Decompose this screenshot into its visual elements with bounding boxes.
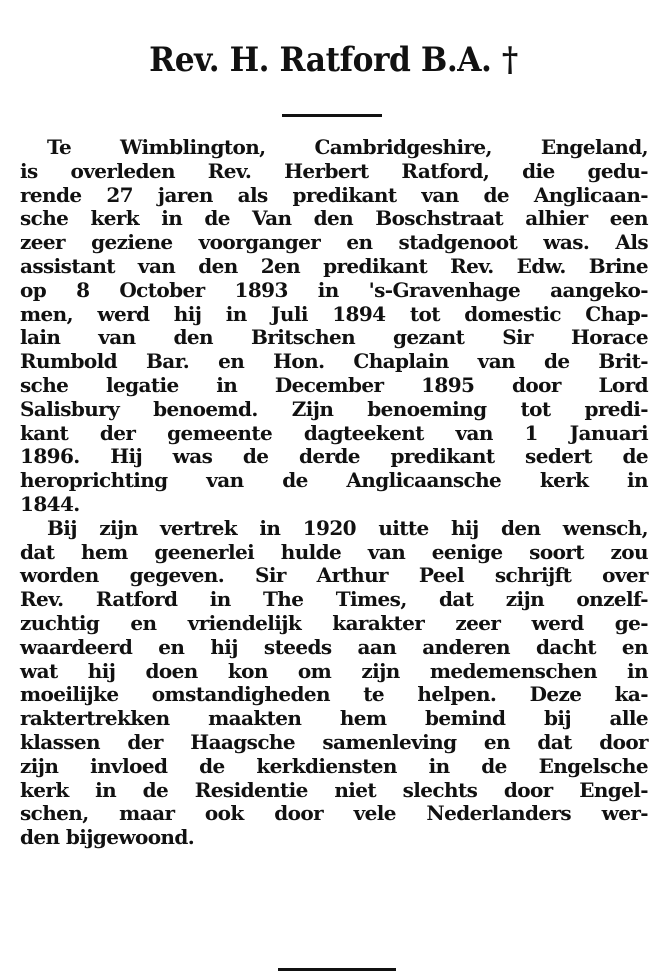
article-line	[20, 731, 648, 755]
article-line	[20, 779, 648, 803]
article-line-text: heroprichting van de Anglicaansche kerk in	[20, 468, 648, 493]
article-line-text: waardeerd en hij steeds aan anderen dacht en	[20, 634, 648, 659]
article-line	[20, 636, 648, 660]
article-line	[20, 445, 648, 469]
article-line-text: kant der gemeente dagteekent van 1 Januari	[20, 420, 648, 445]
article-line	[20, 802, 648, 826]
article-line	[20, 255, 648, 279]
article-line	[20, 326, 648, 350]
article-line-text: sche kerk in de Van den Boschstraat alhier een	[20, 206, 648, 231]
article-line-text: Bij zijn vertrek in 1920 uitte hij den wensch,	[47, 515, 648, 540]
article-line-text: 1896. Hij was de derde predikant sedert de	[20, 444, 648, 469]
article-line-text: wat hij doen kon om zijn medemenschen in	[20, 658, 648, 683]
article-line	[20, 469, 648, 493]
article-line	[20, 541, 648, 565]
article-line-text: moeilijke omstandigheden te helpen. Deze ka-	[20, 682, 648, 707]
article-line-text: Salisbury benoemd. Zijn benoeming tot predi-	[20, 396, 648, 421]
article-line-text: dat hem geenerlei hulde van eenige soort zou	[20, 539, 648, 564]
article-line-text: zuchtig en vriendelijk karakter zeer werd ge-	[20, 610, 648, 635]
article-body	[20, 136, 648, 850]
article-line-text: den bijgewoond.	[20, 825, 195, 850]
article-line-text: is overleden Rev. Herbert Ratford, die gedu-	[20, 158, 648, 183]
article-line-text: Rev. Ratford in The Times, dat zijn onzelf-	[20, 587, 648, 612]
article-line-text: op 8 October 1893 in 's-Gravenhage aangeko-	[20, 277, 648, 302]
article-line	[20, 279, 648, 303]
title-divider	[282, 114, 382, 117]
article-line	[20, 422, 648, 446]
article-line	[20, 160, 648, 184]
article-line-text: zijn invloed de kerkdiensten in de Engelsche	[20, 753, 648, 778]
article-line-text: assistant van den 2en predikant Rev. Edw. Brine	[20, 253, 648, 278]
article-line	[20, 231, 648, 255]
article-line	[20, 612, 648, 636]
article-line	[20, 564, 648, 588]
end-divider	[278, 968, 396, 971]
article-line	[20, 303, 648, 327]
article-line-text: worden gegeven. Sir Arthur Peel schrijft over	[20, 563, 648, 588]
article-line	[20, 350, 648, 374]
article-line-text: klassen der Haagsche samenleving en dat door	[20, 729, 648, 754]
article-line-text: zeer geziene voorganger en stadgenoot was. Als	[20, 230, 648, 255]
article-line	[20, 755, 648, 779]
article-line	[20, 517, 648, 541]
article-line	[20, 588, 648, 612]
article-line-text: Rumbold Bar. en Hon. Chaplain van de Brit-	[20, 349, 648, 374]
article-line	[20, 707, 648, 731]
article-line-text: Te Wimblington, Cambridgeshire, Engeland,	[47, 135, 648, 159]
article-line-text: rende 27 jaren als predikant van de Anglicaan-	[20, 182, 648, 207]
article-title: Rev. H. Ratford B.A. †	[149, 40, 518, 80]
article-line-text: lain van den Britschen gezant Sir Horace	[20, 325, 648, 350]
article-line-text: raktertrekken maakten hem bemind bij alle	[20, 706, 648, 731]
article-line	[20, 683, 648, 707]
article-line	[20, 493, 648, 517]
article-line	[20, 207, 648, 231]
article-line-text: schen, maar ook door vele Nederlanders wer-	[20, 801, 648, 826]
article-line	[20, 184, 648, 208]
article-line-text: sche legatie in December 1895 door Lord	[20, 372, 648, 397]
article-line-text: kerk in de Residentie niet slechts door Engel-	[20, 777, 648, 802]
article-line	[20, 660, 648, 684]
article-line	[20, 136, 648, 160]
article-line-text: 1844.	[20, 491, 80, 516]
article-line-text: men, werd hij in Juli 1894 tot domestic Chap-	[20, 301, 648, 326]
article-line	[20, 826, 648, 850]
article-line	[20, 374, 648, 398]
article-line	[20, 398, 648, 422]
